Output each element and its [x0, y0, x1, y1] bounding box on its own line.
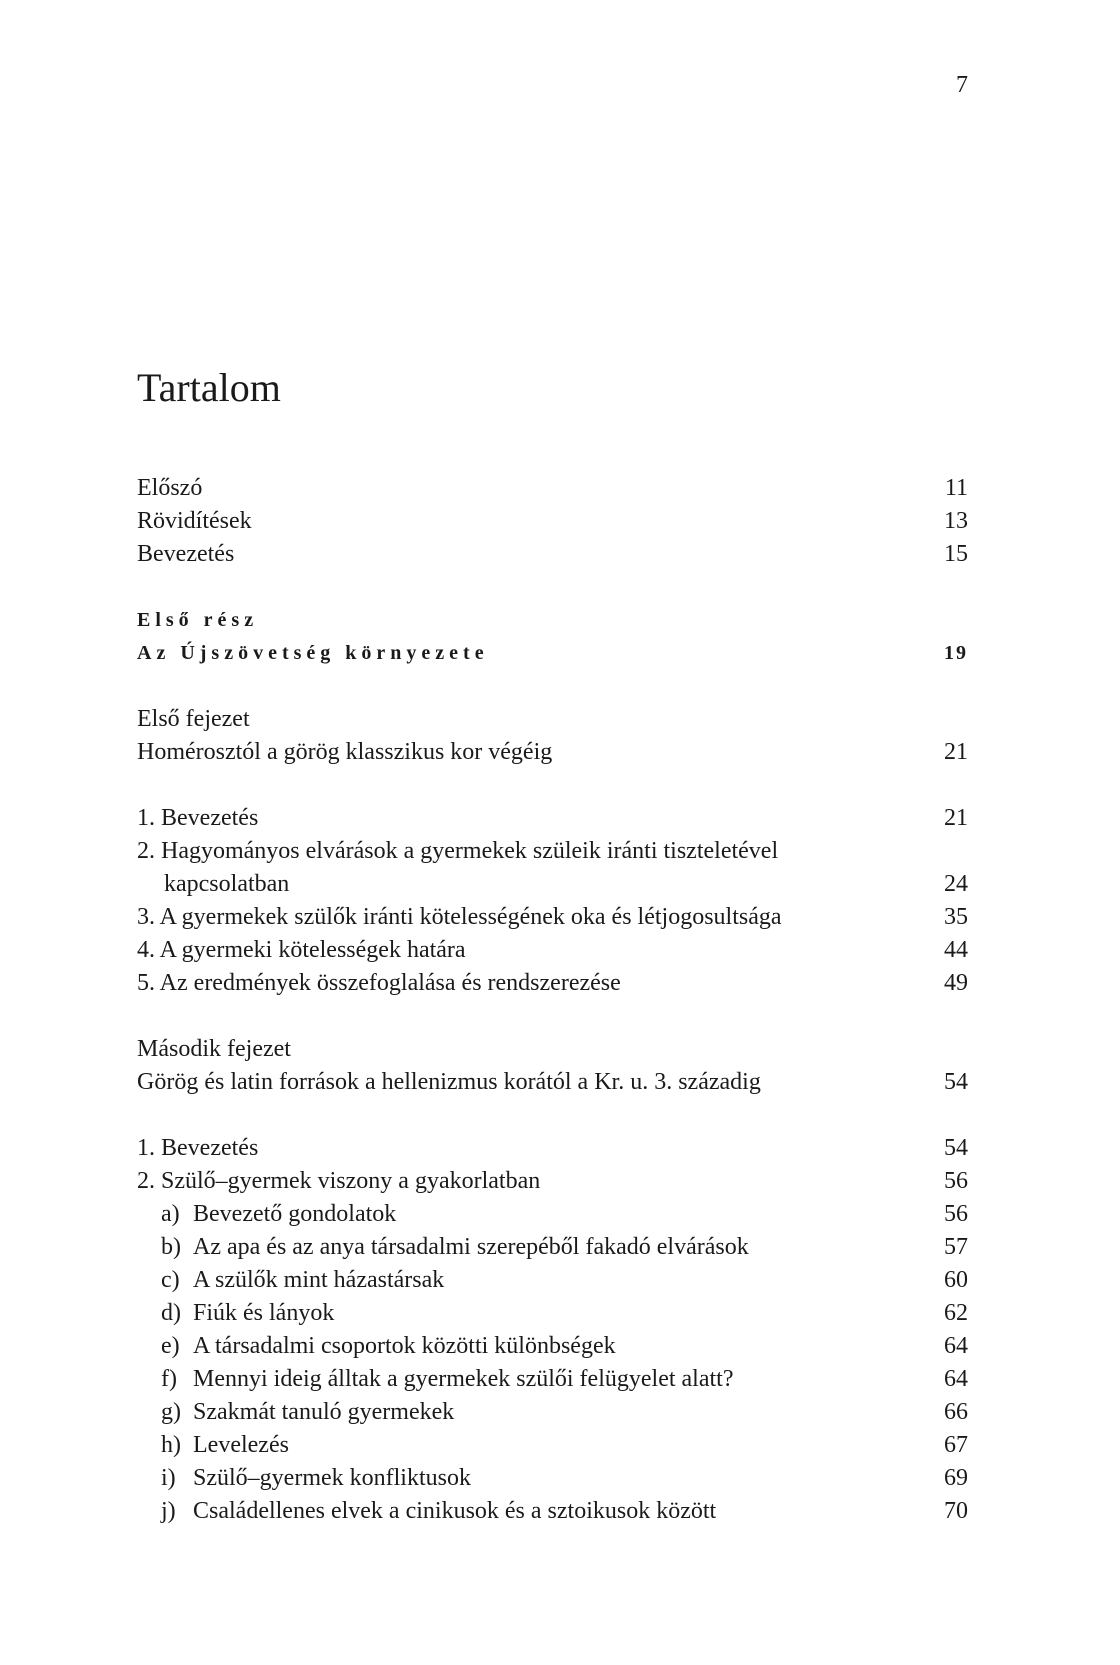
page-title: Tartalom — [137, 365, 281, 410]
toc-entry-subsection[interactable] — [137, 1363, 968, 1396]
toc-entry-page: 60 — [944, 1267, 968, 1293]
toc-entry-page: 24 — [944, 871, 968, 897]
spacer — [137, 769, 968, 802]
toc-entry-label: Bevezető gondolatok — [193, 1201, 397, 1227]
toc-entry-page: 54 — [944, 1069, 968, 1095]
toc-entry-label: 1. Bevezetés — [137, 805, 259, 831]
spacer — [137, 1000, 968, 1033]
subsection-letter: i) — [161, 1465, 176, 1491]
subsection-letter: b) — [161, 1234, 181, 1260]
toc-entry-page: 64 — [944, 1366, 968, 1392]
toc-entry-label: Fiúk és lányok — [193, 1300, 335, 1326]
toc-entry-page: 56 — [944, 1201, 968, 1227]
subsection-letter: c) — [161, 1267, 180, 1293]
toc-entry-label: 2. Szülő–gyermek viszony a gyakorlatban — [137, 1168, 541, 1194]
subsection-letter: d) — [161, 1300, 181, 1326]
toc-entry-section[interactable] — [137, 901, 968, 934]
subsection-letter: g) — [161, 1399, 181, 1425]
toc-entry-page: 21 — [944, 739, 968, 765]
part-heading-label — [137, 604, 968, 637]
toc-entry-section[interactable] — [137, 802, 968, 835]
toc-entry-chapter-1[interactable] — [137, 736, 968, 769]
toc-entry-page: 19 — [944, 642, 968, 664]
toc-entry-label: Mennyi ideig álltak a gyermekek szülői felügyelet alatt? — [193, 1366, 734, 1392]
chapter-heading-label — [137, 703, 968, 736]
toc-entry-label: 3. A gyermekek szülők iránti kötelességének oka és létjogosultsága — [137, 904, 782, 930]
part-title: Az Újszövetség környezete — [137, 642, 489, 664]
toc-entry-section[interactable] — [137, 934, 968, 967]
part-label: Első rész — [137, 609, 259, 631]
toc-entry-label: 2. Hagyományos elvárások a gyermekek szüleik iránti tiszteletével — [137, 838, 779, 864]
toc-entry-label: Szakmát tanuló gyermekek — [193, 1399, 455, 1425]
toc-entry-page: 54 — [944, 1135, 968, 1161]
subsection-letter: f) — [161, 1366, 177, 1392]
toc-entry-label: 4. A gyermeki kötelességek határa — [137, 937, 466, 963]
toc-entry-page: 70 — [944, 1498, 968, 1524]
toc-entry-page: 21 — [944, 805, 968, 831]
toc-entry-section[interactable] — [137, 1132, 968, 1165]
toc-entry-section[interactable] — [137, 967, 968, 1000]
toc-entry-section-continuation[interactable] — [137, 868, 968, 901]
toc-entry-abbreviations[interactable] — [137, 505, 968, 538]
toc-entry-page: 62 — [944, 1300, 968, 1326]
toc-entry-part-1[interactable] — [137, 637, 968, 670]
subsection-letter: j) — [161, 1498, 176, 1524]
toc-entry-page: 15 — [944, 541, 968, 567]
toc-entry-page: 35 — [944, 904, 968, 930]
toc-entry-label: Bevezetés — [137, 541, 235, 567]
toc-entry-subsection[interactable] — [137, 1396, 968, 1429]
toc-entry-label: Szülő–gyermek konfliktusok — [193, 1465, 471, 1491]
subsection-letter: h) — [161, 1432, 181, 1458]
toc-entry-page: 49 — [944, 970, 968, 996]
chapter-title: Homérosztól a görög klasszikus kor végéig — [137, 739, 553, 765]
toc-entry-page: 56 — [944, 1168, 968, 1194]
toc-entry-subsection[interactable] — [137, 1231, 968, 1264]
toc-entry-section[interactable] — [137, 1165, 968, 1198]
table-of-contents — [137, 472, 968, 1528]
subsection-letter: a) — [161, 1201, 180, 1227]
toc-entry-subsection[interactable] — [137, 1297, 968, 1330]
toc-entry-subsection[interactable] — [137, 1429, 968, 1462]
toc-entry-label: Az apa és az anya társadalmi szerepéből fakadó elvárások — [193, 1234, 749, 1260]
toc-entry-subsection[interactable] — [137, 1462, 968, 1495]
toc-entry-label: 1. Bevezetés — [137, 1135, 259, 1161]
chapter-title: Görög és latin források a hellenizmus korától a Kr. u. 3. századig — [137, 1069, 761, 1095]
toc-entry-label: Előszó — [137, 475, 203, 501]
toc-entry-page: 57 — [944, 1234, 968, 1260]
toc-entry-label: Levelezés — [193, 1432, 289, 1458]
chapter-label: Első fejezet — [137, 706, 250, 732]
toc-entry-page: 69 — [944, 1465, 968, 1491]
toc-entry-section[interactable] — [137, 835, 968, 868]
spacer — [137, 571, 968, 604]
chapter-label: Második fejezet — [137, 1036, 291, 1062]
toc-entry-label: A társadalmi csoportok közötti különbségek — [193, 1333, 616, 1359]
page-number: 7 — [956, 72, 968, 98]
toc-entry-label: Rövidítések — [137, 508, 252, 534]
toc-entry-label: Családellenes elvek a cinikusok és a sztoikusok között — [193, 1498, 717, 1524]
toc-entry-introduction[interactable] — [137, 538, 968, 571]
spacer — [137, 1099, 968, 1132]
toc-entry-subsection[interactable] — [137, 1495, 968, 1528]
toc-entry-foreword[interactable] — [137, 472, 968, 505]
chapter-heading-label — [137, 1033, 968, 1066]
spacer — [137, 670, 968, 703]
toc-entry-page: 67 — [944, 1432, 968, 1458]
toc-entry-label: A szülők mint házastársak — [193, 1267, 445, 1293]
toc-entry-label: kapcsolatban — [164, 871, 290, 897]
toc-entry-page: 13 — [944, 508, 968, 534]
toc-entry-chapter-2[interactable] — [137, 1066, 968, 1099]
toc-entry-label: 5. Az eredmények összefoglalása és rendszerezése — [137, 970, 621, 996]
toc-entry-page: 66 — [944, 1399, 968, 1425]
toc-entry-page: 11 — [944, 475, 968, 501]
toc-entry-page: 44 — [944, 937, 968, 963]
toc-entry-subsection[interactable] — [137, 1198, 968, 1231]
toc-entry-subsection[interactable] — [137, 1330, 968, 1363]
toc-entry-subsection[interactable] — [137, 1264, 968, 1297]
toc-entry-page: 64 — [944, 1333, 968, 1359]
subsection-letter: e) — [161, 1333, 180, 1359]
